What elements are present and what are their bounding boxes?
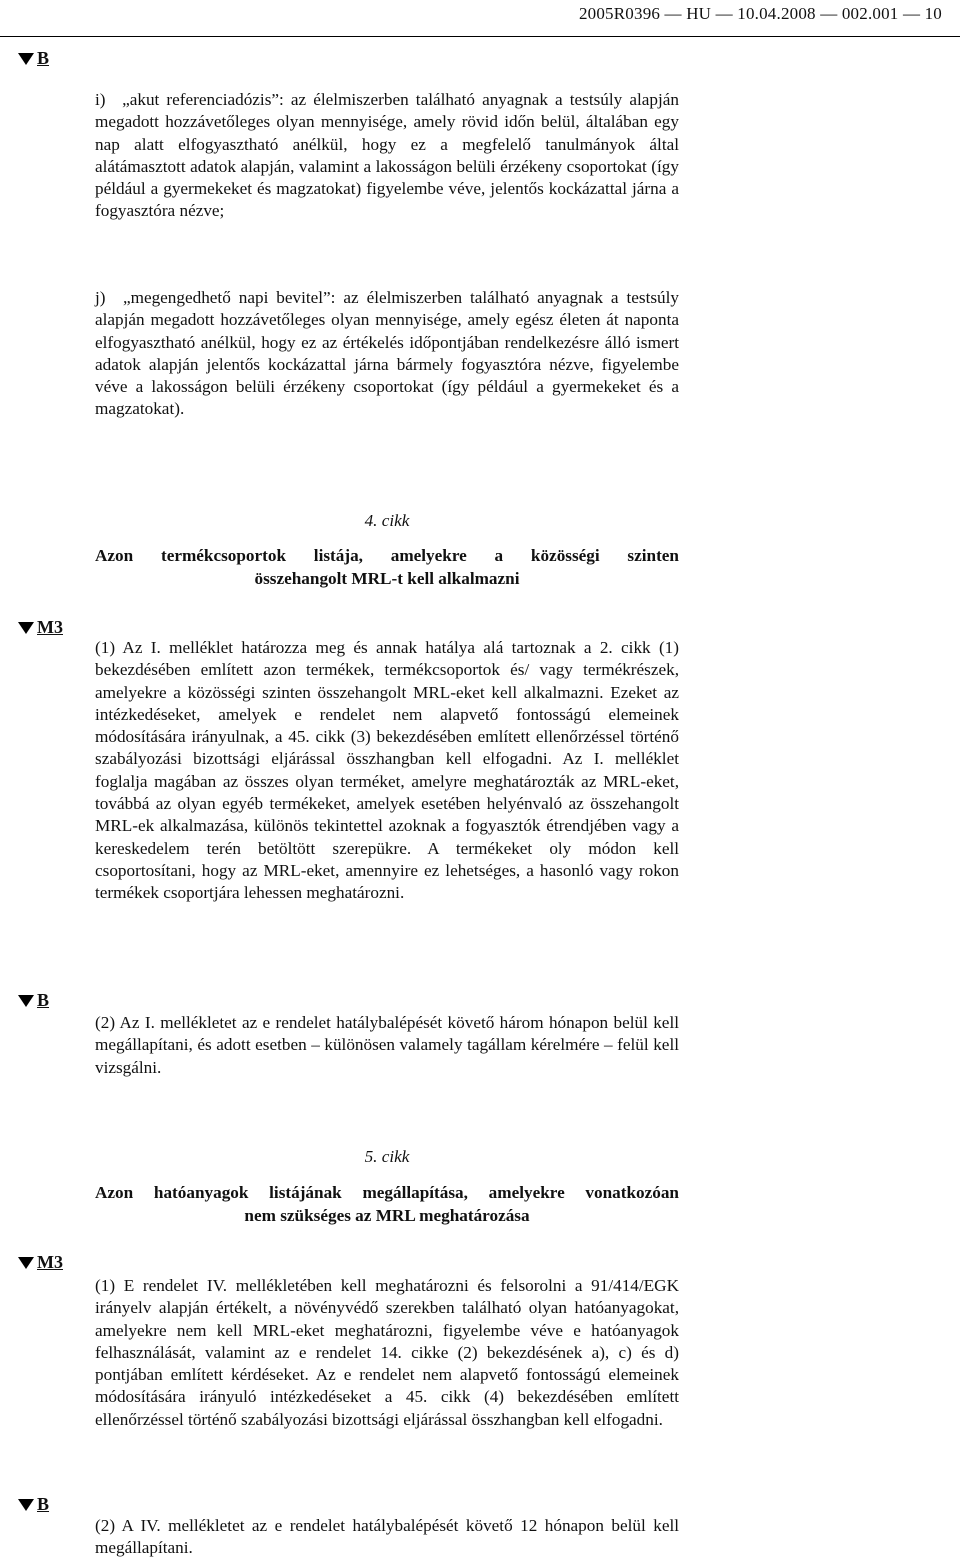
triangle-down-icon [18,53,34,65]
definition-label: i) [95,90,106,109]
article-title-line: Azon hatóanyagok listájának megállapítása, amelyekre vonatkozóan [95,1183,679,1202]
marker-code: M3 [37,617,63,637]
triangle-down-icon [18,995,34,1007]
marker-code: M3 [37,1252,63,1272]
article-5-number: 5. cikk [364,1147,410,1166]
amendment-marker-b [18,990,49,1011]
article-4-paragraph-2: (2) Az I. mellékletet az e rendelet hatálybalépését követő három hónapon belül kell megállapítani, és adott esetben – különösen valamely tagállam kérelmére – felül kell vizsgálni. [95,1013,679,1077]
amendment-marker-m3 [18,617,63,638]
document-reference: 2005R0396 — HU — 10.04.2008 — 002.001 — 10 [578,4,942,23]
article-5-title [95,1182,679,1227]
page-header [0,0,960,37]
article-5-paragraph-1: (1) E rendelet IV. mellékletében kell meghatározni és felsorolni a 91/414/EGK irányelv alapján értékelt, a növényvédő szerekben található olyan hatóanyagokat, amelyekre nem kell MRL-eket meghatározni, figyelembe véve e hatóanyagok felhasználását, valamint az e rendelet 14. cikke (2) bekezdésének a), c) és d) pontjában említett kérdéseket. Az e rendelet nem alapvető fontosságú elemeinek módosítására irányuló intézkedéseket a 45. cikk (4) bekezdésében említett ellenőrzéssel történő szabályozási bizottsági eljárással összhangban kell elfogadni. [95,1276,679,1429]
amendment-marker-b [18,1494,49,1515]
amendment-marker-m3 [18,1252,63,1273]
triangle-down-icon [18,1257,34,1269]
article-4-paragraph-1: (1) Az I. melléklet határozza meg és annak hatálya alá tartoznak a 2. cikk (1) bekezdésében említett azon termékek, termékcsoportok és/ vagy termékrészek, amelyekre a közösségi szinten összehangolt MRL-eket kell alkalmazni. Ezeket az intézkedéseket, amelyek e rendelet nem alapvető fontosságú elemeinek módosítására irányulnak, a 45. cikk (3) bekezdésében említett ellenőrzéssel történő szabályozási bizottsági eljárással összhangban kell elfogadni. Az I. melléklet foglalja magában az összes olyan terméket, amelyre meghatározták az MRL-eket, továbbá az olyan egyéb termékeket, amelyek esetében helyénvaló az összehangolt MRL-ek alkalmazása, különös tekintettel azoknak a fogyasztók étrendjében vagy a kereskedelem terén betöltött szerepükre. A termékeket oly módon kell csoportosítani, hogy az MRL-eket, amennyire ez lehetséges, a hasonló vagy rokon termékek csoportjára lehessen meghatározni. [95,638,679,903]
article-title-line: nem szükséges az MRL meghatározása [244,1205,530,1225]
marker-code: B [37,1494,50,1514]
definition-label: j) [95,288,106,307]
marker-code: B [37,990,50,1010]
definition-j [95,287,679,421]
triangle-down-icon [18,1499,34,1511]
definition-text: „akut referenciadózis”: az élelmiszerben található anyagnak a testsúly alapján megadott hozzávetőleges olyan mennyisége, amely rövid időn belül, általában egy nap alatt elfogyasztható anélkül, hogy ez a megfelelő tanulmányok által alátámasztott adatok alapján, valamint a lakosságon belüli érzékeny csoportokat (így például a gyermekeket és magzatokat) figyelembe véve, jelentős kockázattal járna a fogyasztóra nézve; [95,90,679,221]
article-title-line: Azon termékcsoportok listája, amelyekre a közösségi szinten [95,546,679,565]
article-5-paragraph-2: (2) A IV. mellékletet az e rendelet hatálybalépését követő 12 hónapon belül kell megállapítani. [95,1516,679,1558]
article-4-number: 4. cikk [364,511,410,530]
article-4-title [95,545,679,590]
marker-code: B [37,48,50,68]
definition-i [95,89,679,223]
triangle-down-icon [18,622,34,634]
definition-text: „megengedhető napi bevitel”: az élelmiszerben található anyagnak a testsúly alapján megadott hozzávetőleges olyan mennyisége, amely egész életen át naponta elfogyasztható anélkül, hogy ez az értékelés időpontjában rendelkezésre álló ismert adatok alapján jelentős kockázattal járna bármely fogyasztóra nézve, figyelembe véve a lakosságon belüli érzékeny csoportokat (így például a gyermekeket és a magzatokat). [95,288,679,419]
amendment-marker-b [18,48,49,69]
article-title-line: összehangolt MRL-t kell alkalmazni [254,568,520,588]
